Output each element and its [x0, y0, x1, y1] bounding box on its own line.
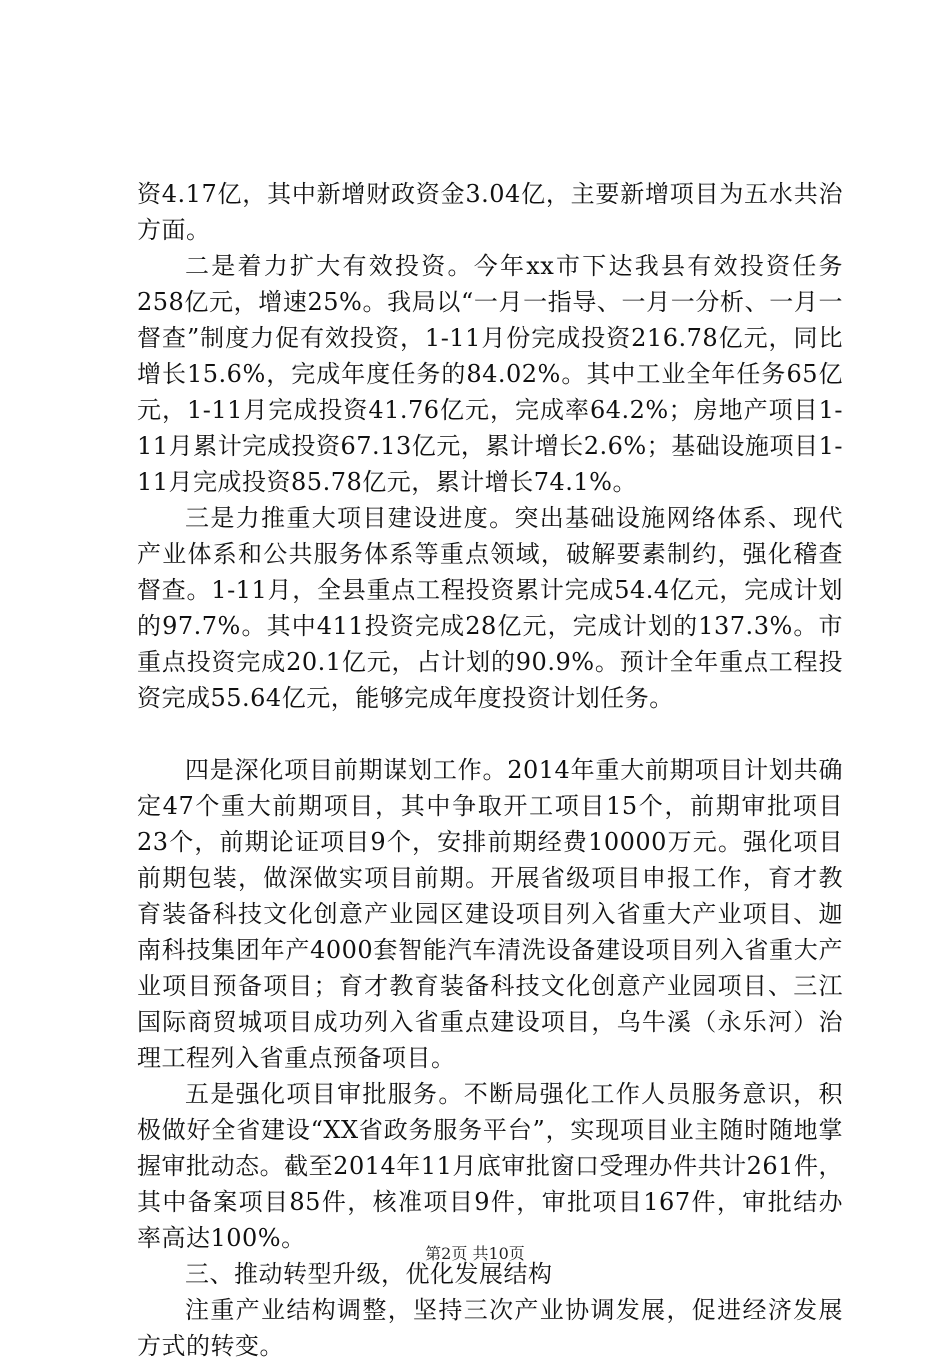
section-heading: 三、推动转型升级，优化发展结构 [185, 1260, 553, 1288]
paragraph-preliminary-planning: 四是深化项目前期谋划工作。2014年重大前期项目计划共确定47个重大前期项目，其中争取开工项目15个，前期审批项目23个，前期论证项目9个，安排前期经费10000万元。强化项目前期包装，做深做实项目前期。开展省级项目申报工作，育才教育装备科技文化创意产业园区建设项目列入省重大产业项目、迦南科技集团年产4000套智能汽车清洗设备建设项目列入省重大产业项目预备项目；育才教育装备科技文化创意产业园项目、三江国际商贸城项目成功列入省重点建设项目，乌牛溪（永乐河）治理工程列入省重点预备项目。 [137, 756, 843, 1072]
paragraph-industrial-structure: 注重产业结构调整，坚持三次产业协调发展，促进经济发展方式的转变。 [137, 1296, 843, 1360]
document-body [137, 176, 843, 1364]
paragraph-continuation: 资4.17亿，其中新增财政资金3.04亿，主要新增项目为五水共治方面。 [137, 180, 843, 244]
paragraph-effective-investment: 二是着力扩大有效投资。今年xx市下达我县有效投资任务258亿元，增速25%。我局以“一月一指导、一月一分析、一月一督查”制度力促有效投资，1-11月份完成投资216.78亿元，同比增长15.6%，完成年度任务的84.02%。其中工业全年任务65亿元，1-11月完成投资41.76亿元，完成率64.2%；房地产项目1-11月累计完成投资67.13亿元，累计增长2.6%；基础设施项目1-11月完成投资85.78亿元，累计增长74.1%。 [137, 252, 843, 496]
paragraph-major-projects: 三是力推重大项目建设进度。突出基础设施网络体系、现代产业体系和公共服务体系等重点领域，破解要素制约，强化稽查督查。1-11月，全县重点工程投资累计完成54.4亿元，完成计划的97.7%。其中411投资完成28亿元，完成计划的137.3%。市重点投资完成20.1亿元，占计划的90.9%。预计全年重点工程投资完成55.64亿元，能够完成年度投资计划任务。 [137, 504, 843, 712]
paragraph-approval-service: 五是强化项目审批服务。不断局强化工作人员服务意识，积极做好全省建设“XX省政务服务平台”，实现项目业主随时随地掌握审批动态。截至2014年11月底审批窗口受理办件共计261件，其中备案项目85件，核准项目9件，审批项目167件，审批结办率高达100%。 [137, 1080, 843, 1252]
page-number-footer: 第2页 共10页 [425, 1244, 525, 1263]
